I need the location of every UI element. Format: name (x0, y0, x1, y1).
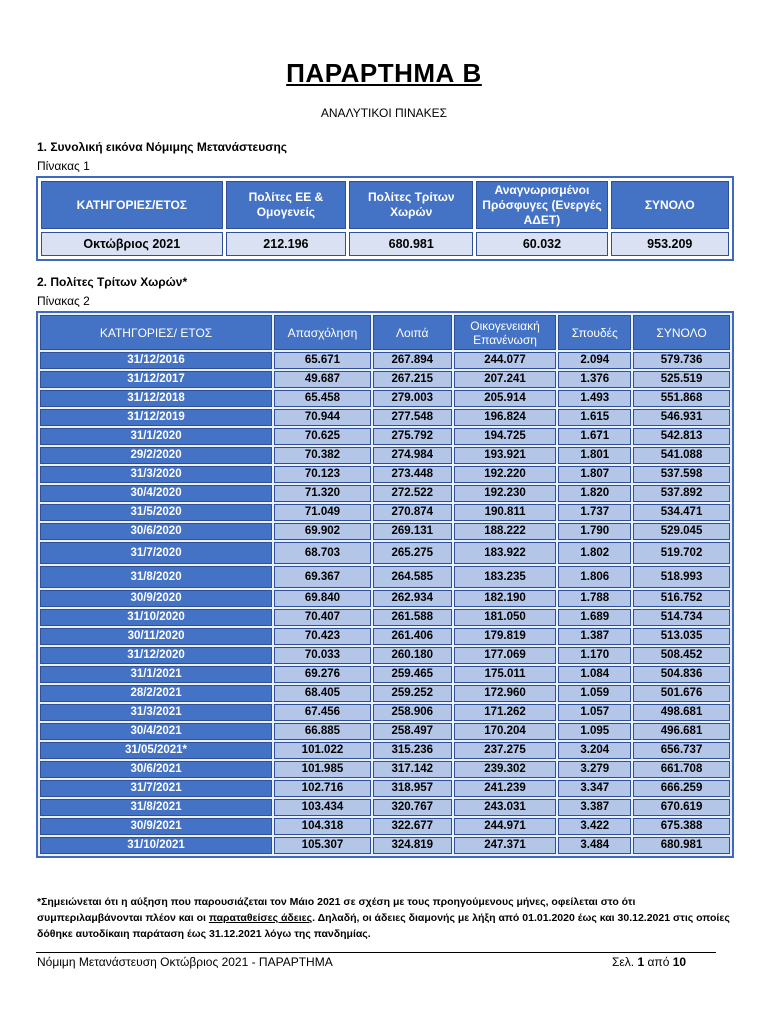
table2-value-cell: 1.806 (558, 566, 631, 588)
table2-value-cell: 68.405 (274, 685, 371, 702)
table2-value-cell: 656.737 (633, 742, 730, 759)
table2-value-cell: 3.347 (558, 780, 631, 797)
table2-value-cell: 504.836 (633, 666, 730, 683)
table2-value-cell: 170.204 (454, 723, 557, 740)
table2-value-cell: 1.820 (558, 485, 631, 502)
table2-value-cell: 190.811 (454, 504, 557, 521)
table2-value-cell: 546.931 (633, 409, 730, 426)
table2-value-cell: 193.921 (454, 447, 557, 464)
table2-value-cell: 237.275 (454, 742, 557, 759)
table2-value-cell: 177.069 (454, 647, 557, 664)
table2-value-cell: 181.050 (454, 609, 557, 626)
table2-value-cell: 272.522 (373, 485, 452, 502)
table2-row (40, 628, 730, 645)
table2-value-cell: 70.423 (274, 628, 371, 645)
table2-row (40, 685, 730, 702)
table2-value-cell: 519.702 (633, 542, 730, 564)
table2-value-cell: 277.548 (373, 409, 452, 426)
table2-date-cell: 31/5/2020 (40, 504, 272, 521)
table1-header-row (41, 181, 729, 229)
table2-value-cell: 513.035 (633, 628, 730, 645)
table2-date-cell: 29/2/2020 (40, 447, 272, 464)
footer-text: Νόμιμη Μετανάστευση Οκτώβριος 2021 - ΠΑΡΑΡΤΗΜΑ (37, 955, 333, 969)
table-2 (36, 311, 734, 858)
table2-value-cell: 258.497 (373, 723, 452, 740)
table2-value-cell: 1.671 (558, 428, 631, 445)
table2-value-cell: 498.681 (633, 704, 730, 721)
table2-value-cell: 70.944 (274, 409, 371, 426)
section2-heading: 2. Πολίτες Τρίτων Χωρών* (37, 275, 188, 289)
table2-value-cell: 3.279 (558, 761, 631, 778)
table2-value-cell: 172.960 (454, 685, 557, 702)
table2-value-cell: 496.681 (633, 723, 730, 740)
table2-value-cell: 541.088 (633, 447, 730, 464)
table2-value-cell: 66.885 (274, 723, 371, 740)
table2-date-cell: 31/7/2020 (40, 542, 272, 564)
footnote-text: *Σημειώνεται ότι η αύξηση που παρουσιάζεται τον Μάιο 2021 σε σχέση με τους προηγούμενους μήνες, οφείλεται στο ότι συμπεριλαμβάνονται πλέον και οι (37, 896, 636, 924)
table2-date-cell: 31/12/2018 (40, 390, 272, 407)
table2-value-cell: 244.971 (454, 818, 557, 835)
table2-value-cell: 179.819 (454, 628, 557, 645)
table2-row (40, 390, 730, 407)
table2-value-cell: 68.703 (274, 542, 371, 564)
table2-row (40, 447, 730, 464)
table2-value-cell: 3.484 (558, 837, 631, 854)
table2-value-cell: 196.824 (454, 409, 557, 426)
table2-date-cell: 31/3/2020 (40, 466, 272, 483)
table2-value-cell: 247.371 (454, 837, 557, 854)
table1-cell: 953.209 (611, 232, 729, 256)
table1-caption: Πίνακας 1 (37, 159, 90, 173)
table2-value-cell: 537.892 (633, 485, 730, 502)
footnote-underlined: παραταθείσες άδειες (208, 912, 313, 924)
table2-row (40, 799, 730, 816)
table2-row (40, 818, 730, 835)
table2-value-cell: 1.387 (558, 628, 631, 645)
table2-date-cell: 31/7/2021 (40, 780, 272, 797)
table2-date-cell: 28/2/2021 (40, 685, 272, 702)
table2-row (40, 837, 730, 854)
table2-value-cell: 551.868 (633, 390, 730, 407)
table2-value-cell: 514.734 (633, 609, 730, 626)
table2-row (40, 504, 730, 521)
table2-row (40, 723, 730, 740)
table2-value-cell: 274.984 (373, 447, 452, 464)
table1-header-cell: ΚΑΤΗΓΟΡΙΕΣ/ΕΤΟΣ (41, 181, 223, 229)
table2-value-cell: 69.902 (274, 523, 371, 540)
table2-value-cell: 1.807 (558, 466, 631, 483)
table2-date-cell: 31/8/2020 (40, 566, 272, 588)
table2-value-cell: 70.123 (274, 466, 371, 483)
table2-date-cell: 31/10/2021 (40, 837, 272, 854)
table2-value-cell: 661.708 (633, 761, 730, 778)
table2-date-cell: 30/9/2021 (40, 818, 272, 835)
section1-heading: 1. Συνολική εικόνα Νόμιμης Μετανάστευσης (37, 140, 288, 154)
table2-value-cell: 3.387 (558, 799, 631, 816)
table2-date-cell: 31/10/2020 (40, 609, 272, 626)
table2-date-cell: 31/05/2021* (40, 742, 272, 759)
table2-row (40, 780, 730, 797)
table2-date-cell: 30/6/2021 (40, 761, 272, 778)
table2-value-cell: 269.131 (373, 523, 452, 540)
table1-header-cell: ΣΥΝΟΛΟ (611, 181, 729, 229)
table2-row (40, 428, 730, 445)
table2-value-cell: 183.922 (454, 542, 557, 564)
table2-value-cell: 70.033 (274, 647, 371, 664)
table2-value-cell: 267.894 (373, 352, 452, 369)
table2-row (40, 352, 730, 369)
page-number (612, 955, 686, 969)
table2-date-cell: 31/12/2016 (40, 352, 272, 369)
table2-value-cell: 71.049 (274, 504, 371, 521)
table2-value-cell: 70.407 (274, 609, 371, 626)
table2-value-cell: 1.170 (558, 647, 631, 664)
table2-value-cell: 104.318 (274, 818, 371, 835)
table2-value-cell: 49.687 (274, 371, 371, 388)
table2-date-cell: 31/1/2020 (40, 428, 272, 445)
table2-value-cell: 103.434 (274, 799, 371, 816)
table2-row (40, 590, 730, 607)
table2-value-cell: 1.802 (558, 542, 631, 564)
table2-value-cell: 70.625 (274, 428, 371, 445)
table2-value-cell: 241.239 (454, 780, 557, 797)
table2-value-cell: 525.519 (633, 371, 730, 388)
table2-row (40, 542, 730, 564)
table2-value-cell: 265.275 (373, 542, 452, 564)
table2-date-cell: 31/12/2020 (40, 647, 272, 664)
table2-value-cell: 1.788 (558, 590, 631, 607)
table2-value-cell: 105.307 (274, 837, 371, 854)
table2-value-cell: 675.388 (633, 818, 730, 835)
table2-value-cell: 192.220 (454, 466, 557, 483)
table2-value-cell: 207.241 (454, 371, 557, 388)
table1-header-cell: Αναγνωρισμένοι Πρόσφυγες (Ενεργές ΑΔΕΤ) (476, 181, 607, 229)
table2-row (40, 609, 730, 626)
table2-value-cell: 70.382 (274, 447, 371, 464)
table2-value-cell: 239.302 (454, 761, 557, 778)
table2-value-cell: 175.011 (454, 666, 557, 683)
table2-value-cell: 243.031 (454, 799, 557, 816)
table2-value-cell: 101.985 (274, 761, 371, 778)
table2-row (40, 466, 730, 483)
table2-row (40, 761, 730, 778)
table2-value-cell: 317.142 (373, 761, 452, 778)
footnote-text-end: . Δηλαδή, οι άδειες διαμονής με λήξη από 01.01.2020 έως και 30.12.2021 στις οποίες δόθηκε αυτοδίκαιη παράταση έως 31.12.2021 λόγω της πανδημίας. (37, 912, 730, 940)
table2-row (40, 647, 730, 664)
table2-value-cell: 1.737 (558, 504, 631, 521)
table2-value-cell: 1.095 (558, 723, 631, 740)
table2-value-cell: 67.456 (274, 704, 371, 721)
table2-value-cell: 1.615 (558, 409, 631, 426)
table2-value-cell: 259.465 (373, 666, 452, 683)
table2-value-cell: 260.180 (373, 647, 452, 664)
table2-value-cell: 579.736 (633, 352, 730, 369)
table2-value-cell: 262.934 (373, 590, 452, 607)
table2-value-cell: 69.276 (274, 666, 371, 683)
table2-date-cell: 30/4/2020 (40, 485, 272, 502)
table1-cell: 60.032 (476, 232, 607, 256)
table2-value-cell: 680.981 (633, 837, 730, 854)
table2-value-cell: 71.320 (274, 485, 371, 502)
table2-date-cell: 30/6/2020 (40, 523, 272, 540)
table2-date-cell: 30/9/2020 (40, 590, 272, 607)
table2-value-cell: 101.022 (274, 742, 371, 759)
table2-value-cell: 537.598 (633, 466, 730, 483)
page-title: ΠΑΡΑΡΤΗΜΑ Β (286, 58, 482, 88)
table2-value-cell: 102.716 (274, 780, 371, 797)
page-total: 10 (672, 955, 687, 969)
table2-date-cell: 31/12/2019 (40, 409, 272, 426)
table2-value-cell: 1.057 (558, 704, 631, 721)
table2-row (40, 666, 730, 683)
table2-value-cell: 3.204 (558, 742, 631, 759)
table2-date-cell: 31/8/2021 (40, 799, 272, 816)
table2-value-cell: 1.376 (558, 371, 631, 388)
table2-value-cell: 322.677 (373, 818, 452, 835)
table2-row (40, 409, 730, 426)
table2-row (40, 371, 730, 388)
table2-value-cell: 501.676 (633, 685, 730, 702)
table2-value-cell: 259.252 (373, 685, 452, 702)
table2-value-cell: 69.367 (274, 566, 371, 588)
table2-value-cell: 666.259 (633, 780, 730, 797)
page-current: 1 (637, 955, 645, 969)
table-1 (36, 176, 734, 261)
table2-row (40, 704, 730, 721)
table2-value-cell: 318.957 (373, 780, 452, 797)
table2-value-cell: 261.588 (373, 609, 452, 626)
table2-row (40, 742, 730, 759)
table2-value-cell: 183.235 (454, 566, 557, 588)
table2-value-cell: 516.752 (633, 590, 730, 607)
table2-value-cell: 188.222 (454, 523, 557, 540)
table2-value-cell: 171.262 (454, 704, 557, 721)
table2-value-cell: 315.236 (373, 742, 452, 759)
table2-value-cell: 320.767 (373, 799, 452, 816)
table2-row (40, 523, 730, 540)
table2-value-cell: 542.813 (633, 428, 730, 445)
table2-value-cell: 508.452 (633, 647, 730, 664)
table2-value-cell: 670.619 (633, 799, 730, 816)
table2-date-cell: 30/11/2020 (40, 628, 272, 645)
table2-value-cell: 244.077 (454, 352, 557, 369)
table2-value-cell: 65.671 (274, 352, 371, 369)
table2-value-cell: 205.914 (454, 390, 557, 407)
table1-cell: 212.196 (226, 232, 347, 256)
table2-value-cell: 192.230 (454, 485, 557, 502)
table2-value-cell: 261.406 (373, 628, 452, 645)
table2-header-cell: ΚΑΤΗΓΟΡΙΕΣ/ ΕΤΟΣ (40, 315, 272, 350)
table2-date-cell: 31/3/2021 (40, 704, 272, 721)
table2-date-cell: 31/12/2017 (40, 371, 272, 388)
page-prefix: Σελ. (612, 955, 635, 969)
table1-cell: 680.981 (349, 232, 473, 256)
table2-value-cell: 65.458 (274, 390, 371, 407)
footer-divider (36, 952, 716, 953)
table1-cell: Οκτώβριος 2021 (41, 232, 223, 256)
table1-header-cell: Πολίτες Τρίτων Χωρών (349, 181, 473, 229)
table2-value-cell: 264.585 (373, 566, 452, 588)
table2-value-cell: 1.801 (558, 447, 631, 464)
table2-value-cell: 324.819 (373, 837, 452, 854)
table2-value-cell: 3.422 (558, 818, 631, 835)
table2-header-cell: ΣΥΝΟΛΟ (633, 315, 730, 350)
table2-row (40, 485, 730, 502)
table2-value-cell: 273.448 (373, 466, 452, 483)
page-separator: από (647, 955, 670, 969)
table2-value-cell: 279.003 (373, 390, 452, 407)
table2-value-cell: 1.689 (558, 609, 631, 626)
table2-header-cell: Λοιπά (373, 315, 452, 350)
table1-row (41, 232, 729, 256)
table2-value-cell: 270.874 (373, 504, 452, 521)
table2-value-cell: 2.094 (558, 352, 631, 369)
table2-date-cell: 30/4/2021 (40, 723, 272, 740)
table2-value-cell: 1.059 (558, 685, 631, 702)
table2-value-cell: 275.792 (373, 428, 452, 445)
table2-value-cell: 534.471 (633, 504, 730, 521)
table2-value-cell: 1.084 (558, 666, 631, 683)
table2-value-cell: 1.493 (558, 390, 631, 407)
table2-caption: Πίνακας 2 (37, 294, 90, 308)
table2-header-cell: Απασχόληση (274, 315, 371, 350)
table2-value-cell: 182.190 (454, 590, 557, 607)
table2-value-cell: 267.215 (373, 371, 452, 388)
table2-header-row (40, 315, 730, 350)
table2-header-cell: Σπουδές (558, 315, 631, 350)
table2-value-cell: 518.993 (633, 566, 730, 588)
table2-value-cell: 1.790 (558, 523, 631, 540)
table1-header-cell: Πολίτες ΕΕ & Ομογενείς (226, 181, 347, 229)
table2-value-cell: 194.725 (454, 428, 557, 445)
table2-row (40, 566, 730, 588)
table2-body (40, 352, 730, 854)
table2-date-cell: 31/1/2021 (40, 666, 272, 683)
table2-value-cell: 69.840 (274, 590, 371, 607)
table2-value-cell: 258.906 (373, 704, 452, 721)
table2-value-cell: 529.045 (633, 523, 730, 540)
table2-header-cell: Οικογενειακή Επανένωση (454, 315, 557, 350)
page-subtitle: ΑΝΑΛΥΤΙΚΟΙ ΠΙΝΑΚΕΣ (320, 106, 448, 120)
footnote (37, 894, 737, 942)
